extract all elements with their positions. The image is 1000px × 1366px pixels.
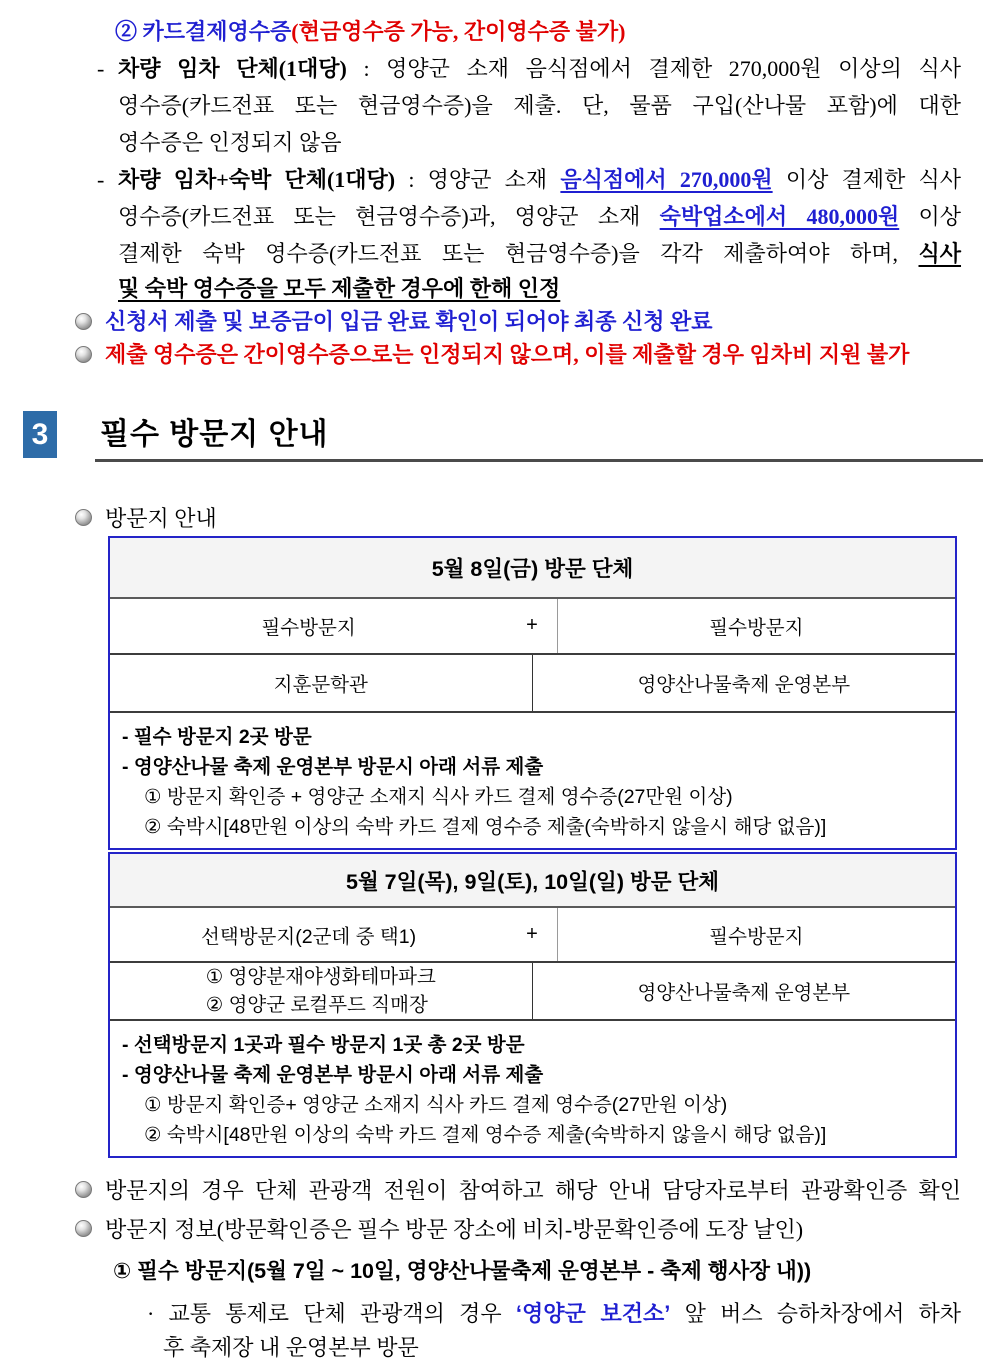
- dash-bullet: -: [97, 167, 105, 192]
- sphere-bullet-icon: [75, 1181, 92, 1198]
- receipt-heading-main: ② 카드결제영수증: [115, 19, 292, 44]
- table-row-places: [110, 655, 955, 713]
- receipt-heading: [95, 13, 961, 50]
- place-option-1: ① 영양분재야생화테마파크: [205, 966, 436, 988]
- table-row-categories: [110, 599, 955, 656]
- footer-note-info: [75, 1211, 961, 1245]
- receipt-heading-note: (현금영수증 가능, 간이영수증 불가): [291, 19, 626, 44]
- table-note: - 영양산나물 축제 운영본부 방문시 아래 서류 제출: [122, 1064, 544, 1086]
- dash-bullet: -: [97, 56, 105, 81]
- meal-amount-link[interactable]: 음식점에서 270,000원: [560, 167, 773, 192]
- rule-lodging-text: : 영양군 소재: [408, 167, 548, 192]
- rule-lodging-text: 영수증(카드전표 또는 현금영수증)과, 영양군 소재: [118, 204, 641, 229]
- receipt-rules-section: [95, 13, 961, 371]
- table-cell-required-right: 필수방문지: [709, 616, 804, 639]
- table-note: ② 숙박시[48만원 이상의 숙박 카드 결제 영수증 제출(숙박하지 않을시 해당 없음)]: [144, 1124, 827, 1146]
- rule-lodging-line4: [95, 272, 961, 305]
- health-center-highlight: ‘영양군 보건소’: [515, 1301, 671, 1326]
- table-cell-place-options: [110, 963, 533, 1019]
- table-cell-place-right: 영양산나물축제 운영본부: [637, 982, 851, 1004]
- table-header: 5월 7일(목), 9일(토), 10일(일) 방문 단체: [110, 854, 955, 908]
- table-cell-required-left: 필수방문지: [261, 616, 356, 639]
- table-notes: [110, 713, 955, 848]
- table-note: - 선택방문지 1곳과 필수 방문지 1곳 총 2곳 방문: [122, 1034, 525, 1056]
- note-receipt-warning-text: 제출 영수증은 간이영수증으로는 인정되지 않으며, 이를 제출할 경우 임차비 지원 불가: [105, 342, 910, 367]
- rule-lodging-emphasis: 식사: [918, 241, 962, 266]
- section-underline: [95, 459, 983, 462]
- note-submission: [75, 305, 961, 338]
- table-note: ① 방문지 확인증 + 영양군 소재지 식사 카드 결제 영수증(27만원 이상): [144, 786, 733, 808]
- sphere-bullet-icon: [75, 313, 92, 330]
- visit-table-may8: [108, 536, 957, 850]
- rule-lodging-text: 결제한 숙박 영수증(카드전표 또는 현금영수증)을 각각 제출하여야 하며,: [118, 241, 898, 266]
- footer-traffic-detail-line2: 후 축제장 내 운영본부 방문: [163, 1335, 419, 1360]
- note-submission-text: 신청서 제출 및 보증금이 입금 완료 확인이 되어야 최종 신청 완료: [105, 309, 713, 334]
- sphere-bullet-icon: [75, 509, 92, 526]
- table-row-places: [110, 963, 955, 1021]
- table-cell-plus: +: [507, 599, 558, 654]
- rule-vehicle-line3: 영수증은 인정되지 않음: [118, 130, 342, 155]
- rule-vehicle-label: 차량 임차 단체(1대당): [118, 56, 347, 81]
- table-cell-optional-left: 선택방문지(2군데 중 택1): [201, 925, 417, 948]
- rule-lodging-line1: [95, 161, 961, 198]
- rule-lodging-emphasis: 및 숙박 영수증을 모두 제출한 경우에 한해 인정: [118, 276, 561, 301]
- section-number-badge: 3: [23, 411, 57, 458]
- sphere-bullet-icon: [75, 1220, 92, 1237]
- rule-vehicle-line2: 영수증(카드전표 또는 현금영수증)을 제출. 단, 물품 구입(산나물 포함)에 대한: [118, 93, 961, 118]
- footer-required-place-heading: ① 필수 방문지(5월 7일 ~ 10일, 영양산나물축제 운영본부 - 축제 행사장 내)): [113, 1259, 812, 1283]
- table-note: ② 숙박시[48만원 이상의 숙박 카드 결제 영수증 제출(숙박하지 않을시 해당 없음)]: [144, 816, 827, 838]
- visit-guide-label: 방문지 안내: [105, 506, 217, 531]
- table-note: ① 방문지 확인증+ 영양군 소재지 식사 카드 결제 영수증(27만원 이상): [144, 1094, 728, 1116]
- table-note: - 영양산나물 축제 운영본부 방문시 아래 서류 제출: [122, 756, 544, 778]
- rule-lodging-text: 이상: [918, 204, 962, 229]
- table-row-categories: [110, 908, 955, 963]
- table-header: 5월 8일(금) 방문 단체: [110, 538, 955, 599]
- rule-vehicle-text: : 영양군 소재 음식점에서 결제한 270,000원 이상의 식사: [363, 56, 962, 81]
- footer-note-info-text: 방문지 정보(방문확인증은 필수 방문 장소에 비치-방문확인증에 도장 날인): [105, 1216, 804, 1242]
- table-cell-place-right: 영양산나물축제 운영본부: [637, 674, 851, 697]
- table-note: - 필수 방문지 2곳 방문: [122, 726, 312, 748]
- note-receipt-warning: [75, 338, 961, 371]
- visit-table-may7-9-10: [108, 852, 957, 1158]
- table-cell-plus: +: [507, 908, 558, 961]
- table-cell-place-left: 지훈문학관: [110, 655, 533, 711]
- table-cell-required-right: 필수방문지: [709, 925, 804, 948]
- section-title: 필수 방문지 안내: [100, 418, 329, 451]
- rule-lodging-label: 차량 임차+숙박 단체(1대당): [118, 167, 396, 192]
- footer-traffic-detail-text: 앞 버스 승하차장에서 하차: [684, 1301, 962, 1326]
- lodging-amount-link[interactable]: 숙박업소에서 480,000원: [659, 204, 900, 229]
- footer-note-participation: [75, 1172, 961, 1206]
- sphere-bullet-icon: [75, 346, 92, 363]
- rule-vehicle-line1: [95, 50, 961, 87]
- footer-traffic-detail: [147, 1297, 961, 1331]
- rule-lodging-line3: [95, 235, 961, 272]
- rule-lodging-text: 이상 결제한 식사: [785, 167, 962, 192]
- table-notes: [110, 1021, 955, 1156]
- visit-guide-label-row: [75, 501, 217, 534]
- footer-traffic-detail-text: · 교통 통제로 단체 관광객의 경우: [147, 1301, 502, 1326]
- place-option-2: ② 영양군 로컬푸드 직매장: [205, 994, 428, 1016]
- rule-lodging-line2: [95, 198, 961, 235]
- footer-note-participation-text: 방문지의 경우 단체 관광객 전원이 참여하고 해당 안내 담당자로부터 관광확인증 확인: [105, 1177, 961, 1203]
